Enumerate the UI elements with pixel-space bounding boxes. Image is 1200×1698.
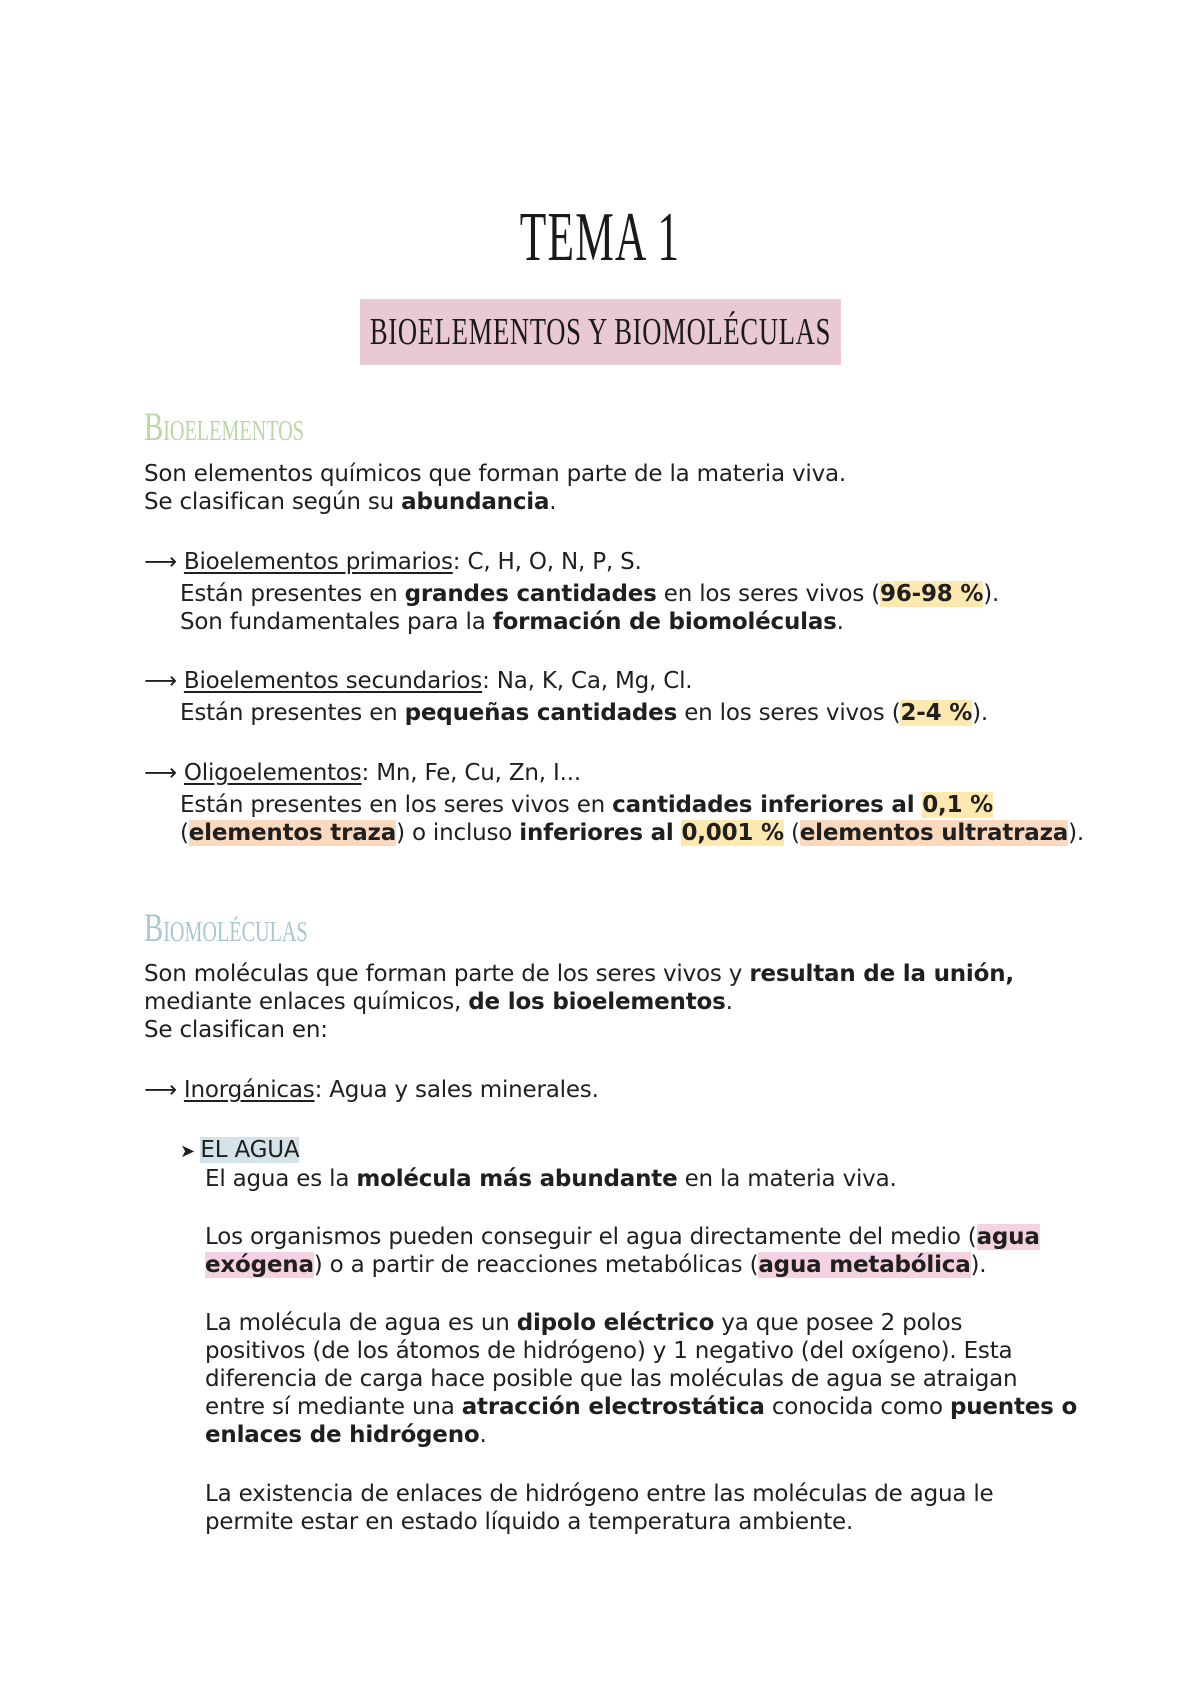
text: ).: [983, 581, 1000, 607]
bold-text: enlaces de hidrógeno: [205, 1422, 480, 1448]
text: Los organismos pueden conseguir el agua directamente del medio (: [205, 1224, 977, 1250]
agua-p3-line-4: [205, 1393, 1077, 1422]
text: Se clasifican en:: [144, 1017, 328, 1043]
text: entre sí mediante una: [205, 1394, 462, 1420]
text: permite estar en estado líquido a temperatura ambiente.: [205, 1509, 854, 1535]
text: El agua es la: [205, 1166, 357, 1192]
biomoleculas-intro-line-3: [144, 1016, 328, 1045]
text: Son fundamentales para la: [180, 609, 493, 635]
agua-p4-line-2: [205, 1508, 853, 1537]
text: mediante enlaces químicos,: [144, 989, 469, 1015]
bold-text: molécula más abundante: [356, 1166, 678, 1192]
highlight-value: 0,1 %: [922, 792, 994, 818]
text: ).: [970, 1252, 987, 1278]
text: diferencia de carga hace posible que las moléculas de agua se atraigan: [205, 1366, 1018, 1392]
agua-p4-line-1: [205, 1480, 994, 1509]
text: La existencia de enlaces de hidrógeno entre las moléculas de agua le: [205, 1481, 994, 1507]
term-label: Inorgánicas: [183, 1077, 315, 1103]
text: : C, H, O, N, P, S.: [452, 549, 642, 575]
list-item-inorganicas: [144, 1076, 599, 1105]
page-subtitle: BIOELEMENTOS Y BIOMOLÉCULAS: [360, 299, 841, 365]
oligo-line-1: [180, 791, 993, 820]
arrow-icon: ⟶: [144, 668, 184, 694]
text: ) o a partir de reacciones metabólicas (: [313, 1252, 759, 1278]
text: Son moléculas que forman parte de los seres vivos y: [144, 961, 750, 987]
bold-text: pequeñas cantidades: [404, 700, 678, 726]
oligo-line-2: [180, 819, 1084, 848]
highlight-term: agua: [976, 1224, 1040, 1250]
text: : Na, K, Ca, Mg, Cl.: [482, 668, 693, 694]
agua-p2-line-1: [205, 1223, 1040, 1252]
subtitle-wrap: [0, 299, 1200, 365]
section-heading-bioelementos: Bioelementos: [144, 404, 304, 449]
text: Están presentes en: [180, 700, 405, 726]
arrow-icon: ⟶: [144, 1077, 184, 1103]
agua-p3-line-5: [205, 1421, 487, 1450]
highlight-value: 96-98 %: [880, 581, 984, 607]
list-item-secundarios: [144, 667, 692, 696]
highlight-value: 2-4 %: [900, 700, 973, 726]
text: (: [783, 820, 800, 846]
term-label: Bioelementos secundarios: [183, 668, 483, 694]
primarios-line-2: [180, 608, 844, 637]
section-heading-biomoleculas: Biomoléculas: [144, 905, 308, 950]
bold-text: de los bioelementos: [468, 989, 726, 1015]
term-label: Oligoelementos: [183, 760, 362, 786]
subitem-label: EL AGUA: [200, 1137, 300, 1163]
page-title: TEMA 1: [519, 199, 681, 276]
agua-p3-line-3: [205, 1365, 1017, 1394]
bold-text: formación de biomoléculas: [492, 609, 837, 635]
bold-text: puentes o: [949, 1394, 1078, 1420]
text: conocida como: [764, 1394, 950, 1420]
text: en los seres vivos (: [656, 581, 881, 607]
text: .: [479, 1422, 487, 1448]
highlight-term: agua metabólica: [758, 1252, 971, 1278]
biomoleculas-intro-line-2: [144, 988, 733, 1017]
highlight-term: elementos ultratraza: [799, 820, 1069, 846]
text: : Mn, Fe, Cu, Zn, I...: [361, 760, 581, 786]
bioelementos-intro-line-1: [144, 460, 846, 489]
arrow-icon: ⟶: [144, 549, 184, 575]
bold-text: atracción electrostática: [461, 1394, 765, 1420]
text: ya que posee 2 polos: [714, 1310, 963, 1336]
text: ).: [1068, 820, 1085, 846]
subitem-el-agua: [180, 1136, 299, 1166]
biomoleculas-intro-line-1: [144, 960, 1014, 989]
term-label: Bioelementos primarios: [183, 549, 453, 575]
bold-text: resultan de la unión,: [749, 961, 1014, 987]
highlight-term: elementos traza: [188, 820, 397, 846]
agua-p3-line-2: [205, 1337, 1012, 1366]
text: .: [725, 989, 733, 1015]
arrow-icon: ⟶: [144, 760, 184, 786]
primarios-line-1: [180, 580, 999, 609]
text: La molécula de agua es un: [205, 1310, 517, 1336]
text: en la materia viva.: [677, 1166, 897, 1192]
text: positivos (de los átomos de hidrógeno) y 1 negativo (del oxígeno). Esta: [205, 1338, 1013, 1364]
text: Están presentes en: [180, 581, 405, 607]
text: .: [549, 489, 557, 515]
text: Están presentes en los seres vivos en: [180, 792, 613, 818]
agua-p3-line-1: [205, 1309, 962, 1338]
agua-p1: [205, 1165, 897, 1194]
bold-text: grandes cantidades: [404, 581, 657, 607]
bullet-arrow-icon: ➤: [180, 1141, 201, 1162]
text: : Agua y sales minerales.: [314, 1077, 599, 1103]
text: .: [836, 609, 844, 635]
text: ) o incluso: [396, 820, 520, 846]
bioelementos-intro-line-2: [144, 488, 556, 517]
text: (: [180, 820, 189, 846]
agua-p2-line-2: [205, 1251, 986, 1280]
text: ).: [972, 700, 988, 726]
text: en los seres vivos (: [677, 700, 901, 726]
text: Son elementos químicos que forman parte de la materia viva.: [144, 461, 847, 487]
bold-text: dipolo eléctrico: [516, 1310, 715, 1336]
highlight-term: exógena: [205, 1252, 314, 1278]
secundarios-line-1: [180, 699, 988, 728]
bold-text: inferiores al: [519, 820, 682, 846]
bold-text: cantidades inferiores al: [612, 792, 923, 818]
highlight-value: 0,001 %: [681, 820, 784, 846]
text: Se clasifican según su: [144, 489, 402, 515]
list-item-oligoelementos: [144, 759, 581, 788]
bold-text: abundancia: [401, 489, 550, 515]
list-item-primarios: [144, 548, 642, 577]
